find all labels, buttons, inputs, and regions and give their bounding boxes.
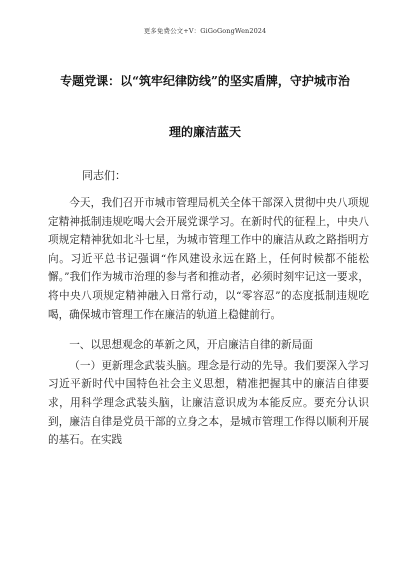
document-title-line-2: 理的廉洁蓝天 — [168, 125, 241, 139]
paragraph-intro: 今天，我们召开市城市管理局机关全体干部深入贯彻中央八项规定精神抵制违规吃喝大会开展党课学习。在新时代的征程上，中央八项规定精神犹如北斗七星，为城市管理工作中的廉洁从政之路指明方向。习近平总书记强调“作风建设永远在路上，任何时候都不能松懈。”我们作为城市治理的参与者和推动者，必须时刻牢记这一要求，将中央八项规定精神融入日常行动，以“零容忍”的态度抵制违规吃喝，确保城市管理工作在廉洁的轨道上稳健前行。 — [48, 197, 369, 321]
header-note: 更多免费公文+V：GiGoGongWen2024 — [143, 27, 267, 35]
subsection-1: （一）更新理念武装头脑。理念是行动的先导。我们要深入学习习近平新时代中国特色社会主义思想，精准把握其中的廉洁自律要求，用科学理念武装头脑，让廉洁意识成为本能反应。要充分认识到，廉洁自律是党员干部的立身之本，是城市管理工作得以顺利开展的基石。在实践 — [48, 359, 369, 447]
document-title-line-1: 专题党课：以“筑牢纪律防线”的坚实盾牌，守护城市治 — [60, 74, 350, 88]
greeting: 同志们： — [82, 169, 126, 182]
section-heading-1: 一、以思想观念的革新之风，开启廉洁自律的新局面 — [69, 339, 313, 352]
document-body — [48, 194, 369, 450]
